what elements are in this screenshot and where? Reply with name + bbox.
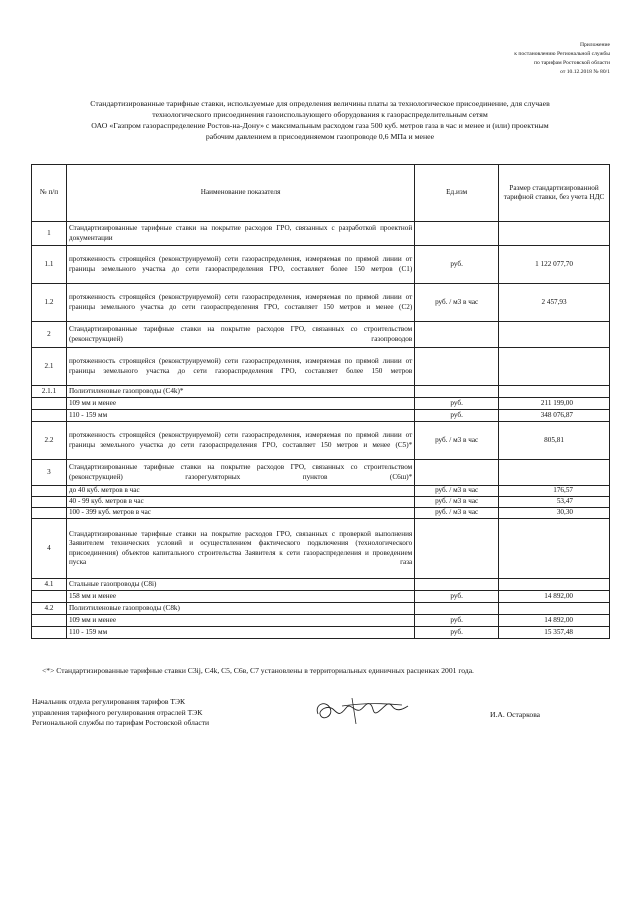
row-value [499,603,610,615]
table-row [32,497,610,508]
row-value [499,579,610,591]
appendix-line: к постановлению Региональной службы [514,51,610,57]
table-row [32,486,610,497]
row-num: 1.2 [32,284,67,322]
row-num: 2.2 [32,422,67,460]
table-row [32,591,610,603]
header-num: № п/п [32,165,67,222]
row-unit [415,460,499,486]
row-unit [415,603,499,615]
row-name: протяженность строящейся (реконструируемой) сети газораспределения, измеряемая по прямой линии от границы земельного участка до сети газораспределения ГРО, составляет более 150 метров (С1) [66,246,414,284]
row-unit: руб. [415,615,499,627]
row-unit: руб. / м3 в час [415,486,499,497]
table-row [32,386,610,398]
row-num: 2 [32,322,67,348]
row-unit [415,386,499,398]
title-line: технологического присоединения газоиспользующего оборудования к газораспределительным сетям [152,110,488,119]
row-value: 211 199,00 [499,398,610,410]
row-num [32,398,67,410]
appendix-line: по тарифам Ростовской области [534,60,610,66]
row-value [499,460,610,486]
header-value: Размер стандартизированной тарифной ставки, без учета НДС [499,165,610,222]
row-num [32,486,67,497]
signer-line: управления тарифного регулирования отраслей ТЭК [32,707,203,717]
row-name: 109 мм и менее [66,615,414,627]
row-name: 100 - 399 куб. метров в час [66,508,414,519]
signer-position [32,697,209,729]
row-value: 53,47 [499,497,610,508]
row-name: 110 - 159 мм [66,627,414,639]
row-value [499,222,610,246]
row-name: Полиэтиленовые газопроводы (С8k) [66,603,414,615]
row-unit [415,519,499,579]
signer-line: Начальник отдела регулирования тарифов ТЭК [32,697,186,706]
row-value [499,519,610,579]
table-row [32,519,610,579]
document-title [30,98,610,142]
row-unit: руб. [415,246,499,284]
row-name: Полиэтиленовые газопроводы (С4k)* [66,386,414,398]
row-name: Стандартизированные тарифные ставки на покрытие расходов ГРО, связанных со строительством (реконструкцией) газопроводов [66,322,414,348]
row-num [32,508,67,519]
row-name: 158 мм и менее [66,591,414,603]
row-name: Стандартизированные тарифные ставки на покрытие расходов ГРО, связанных со строительством (реконструкцией) газорегуляторных пунктов (С6ш)* [66,460,414,486]
table-row [32,284,610,322]
row-num: 2.1.1 [32,386,67,398]
row-name: протяженность строящейся (реконструируемой) сети газораспределения, измеряемая по прямой линии от границы земельного участка до сети газораспределения ГРО, составляет более 150 метров [66,348,414,386]
row-num: 4.2 [32,603,67,615]
row-num [32,627,67,639]
row-name: 40 - 99 куб. метров в час [66,497,414,508]
table-row [32,615,610,627]
table-row [32,579,610,591]
row-num [32,615,67,627]
appendix-line: Приложение [579,42,610,48]
row-value: 2 457,93 [499,284,610,322]
row-num: 1 [32,222,67,246]
table-row [32,348,610,386]
table-row [32,603,610,615]
appendix-note [440,41,610,77]
table-row [32,410,610,422]
row-value: 1 122 077,70 [499,246,610,284]
row-unit: руб. / м3 в час [415,508,499,519]
row-name: протяженность строящейся (реконструируемой) сети газораспределения, измеряемая по прямой линии от границы земельного участка до сети газораспределения ГРО, составляет 150 метров и менее (С2) [66,284,414,322]
row-name: до 40 куб. метров в час [66,486,414,497]
row-unit [415,322,499,348]
footnote: <*> Стандартизированные тарифные ставки С3ij, С4k, С5, С6в, С7 установлены в территориальных единичных расценках 2001 года. [42,666,474,675]
row-num: 4.1 [32,579,67,591]
row-unit: руб. / м3 в час [415,284,499,322]
title-line: Стандартизированные тарифные ставки, используемые для определения величины платы за технологическое присоединение, для случаев [90,99,550,108]
row-num [32,497,67,508]
row-value [499,322,610,348]
row-value: 348 076,87 [499,410,610,422]
signature-stroke [317,704,408,718]
row-value: 30,30 [499,508,610,519]
row-unit: руб. / м3 в час [415,422,499,460]
row-value [499,386,610,398]
row-value: 176,57 [499,486,610,497]
table-row [32,398,610,410]
row-unit [415,579,499,591]
signer-name: И.А. Остаркова [490,710,541,719]
table-row [32,422,610,460]
table-row [32,627,610,639]
table-row [32,460,610,486]
signature-stroke [342,698,402,724]
signer-line: Региональной службы по тарифам Ростовской области [32,718,210,727]
signature-image [312,694,422,728]
row-unit [415,348,499,386]
header-name: Наименование показателя [66,165,414,222]
row-value: 805,81 [499,422,610,460]
header-unit: Ед.изм [415,165,499,222]
row-unit: руб. / м3 в час [415,497,499,508]
row-name: Стандартизированные тарифные ставки на покрытие расходов ГРО, связанных с проверкой выполнения Заявителем технических условий и осуществлением фактического подключения (технологического присоединения) объектов капитального строительства Заявителя к сети газораспределения и проведением пуска газа [66,519,414,579]
row-name: протяженность строящейся (реконструируемой) сети газораспределения, измеряемая по прямой линии от границы земельного участка до сети газораспределения ГРО, составляет 150 метров и менее (С5)* [66,422,414,460]
tariff-table [31,164,610,639]
row-num [32,591,67,603]
table-row [32,508,610,519]
row-name: Стандартизированные тарифные ставки на покрытие расходов ГРО, связанных с разработкой проектной документации [66,222,414,246]
table-row [32,322,610,348]
table-row [32,246,610,284]
row-num: 1.1 [32,246,67,284]
row-value [499,348,610,386]
row-num: 2.1 [32,348,67,386]
appendix-line: от 10.12.2018 № 80/1 [560,69,610,75]
title-line: ОАО «Газпром газораспределение Ростов-на-Дону» с максимальным расходом газа 500 куб. метров газа в час и менее и (или) проектным [91,121,549,130]
row-value: 15 357,48 [499,627,610,639]
row-unit: руб. [415,398,499,410]
row-unit: руб. [415,591,499,603]
row-unit: руб. [415,627,499,639]
row-value: 14 892,00 [499,591,610,603]
row-num: 3 [32,460,67,486]
table-row [32,222,610,246]
row-name: 110 - 159 мм [66,410,414,422]
row-num [32,410,67,422]
row-value: 14 892,00 [499,615,610,627]
table-header-row [32,165,610,222]
row-unit [415,222,499,246]
row-unit: руб. [415,410,499,422]
row-name: 109 мм и менее [66,398,414,410]
row-name: Стальные газопроводы (С8i) [66,579,414,591]
title-line: рабочим давлением в присоединяемом газопроводе 0,6 МПа и менее [205,132,435,141]
row-num: 4 [32,519,67,579]
